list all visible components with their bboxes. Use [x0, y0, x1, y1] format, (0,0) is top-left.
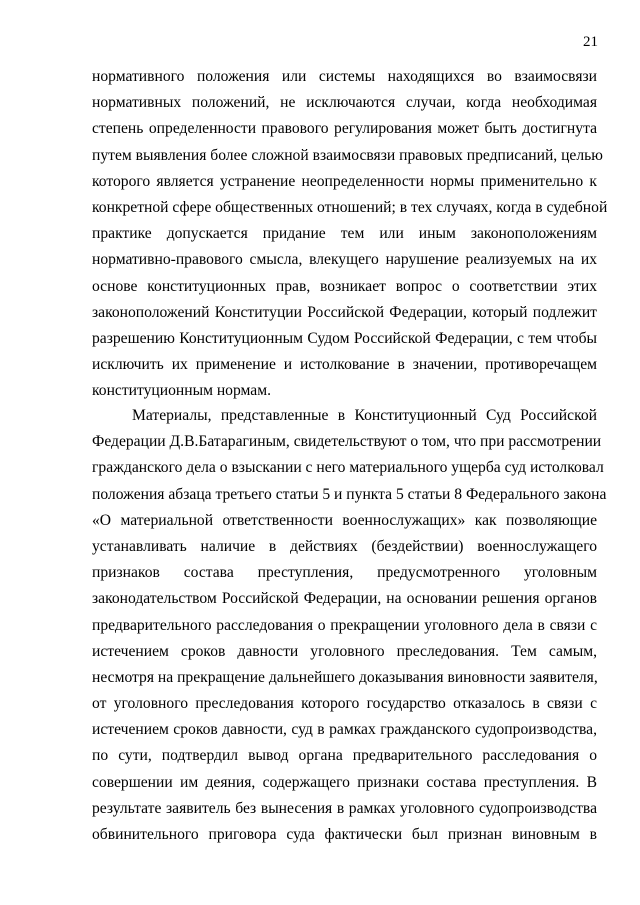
- text-line: совершении им деяния, содержащего признаки состава преступления. В: [92, 773, 597, 791]
- text-line: истечением сроков давности, суд в рамках гражданского судопроизводства,: [92, 721, 597, 739]
- text-line: нормативного положения или системы находящихся во взаимосвязи: [92, 68, 597, 85]
- text-line: законодательством Российской Федерации, на основании решения органов: [92, 590, 597, 608]
- text-line: законоположений Конституции Российской Федерации, который подлежит: [92, 303, 597, 321]
- paragraph-1: [92, 64, 608, 404]
- text-line: разрешению Конституционным Судом Российской Федерации, с тем чтобы: [92, 329, 597, 347]
- text-line: степень определенности правового регулирования может быть достигнута: [92, 120, 597, 138]
- text-line: обвинительного приговора суда фактически был признан виновным в: [92, 826, 597, 843]
- text-line: результате заявитель без вынесения в рамках уголовного судопроизводства: [92, 799, 597, 817]
- text-line: признаков состава преступления, предусмотренного уголовным: [92, 564, 597, 582]
- text-line: несмотря на прекращение дальнейшего доказывания виновности заявителя,: [92, 668, 598, 686]
- text-line: по сути, подтвердил вывод органа предварительного расследования о: [92, 747, 597, 765]
- text-line: предварительного расследования о прекращении уголовного дела в связи с: [92, 616, 597, 634]
- text-line: конституционным нормам.: [92, 382, 271, 400]
- paragraph-2: [92, 403, 607, 848]
- text-line: Федерации Д.В.Батарагиным, свидетельствуют о том, что при рассмотрении: [92, 433, 602, 451]
- text-line: нормативных положений, не исключаются случаи, когда необходимая: [92, 94, 597, 112]
- text-line: Материалы, представленные в Конституционный Суд Российской: [132, 407, 597, 424]
- text-line: которого является устранение неопределенности нормы применительно к: [92, 172, 597, 190]
- text-line: практике допускается придание тем или иным законоположениям: [92, 225, 597, 243]
- text-line: основе конституционных прав, возникает вопрос о соответствии этих: [92, 277, 597, 295]
- page-number: 21: [583, 34, 598, 50]
- text-line: конкретной сфере общественных отношений; в тех случаях, когда в судебной: [92, 198, 608, 216]
- text-line: гражданского дела о взыскании с него материального ущерба суд истолковал: [92, 459, 604, 477]
- text-line: путем выявления более сложной взаимосвязи правовых предписаний, целью: [92, 146, 603, 164]
- text-line: истечением сроков давности уголовного преследования. Тем самым,: [92, 642, 597, 660]
- text-line: от уголовного преследования которого государство отказалось в связи с: [92, 695, 597, 713]
- text-line: «О материальной ответственности военнослужащих» как позволяющие: [92, 511, 597, 529]
- text-line: устанавливать наличие в действиях (бездействии) военнослужащего: [92, 537, 597, 555]
- text-line: исключить их применение и истолкование в значении, противоречащем: [92, 356, 597, 374]
- text-line: положения абзаца третьего статьи 5 и пункта 5 статьи 8 Федерального закона: [92, 485, 607, 503]
- text-line: нормативно-правового смысла, влекущего нарушение реализуемых на их: [92, 251, 597, 269]
